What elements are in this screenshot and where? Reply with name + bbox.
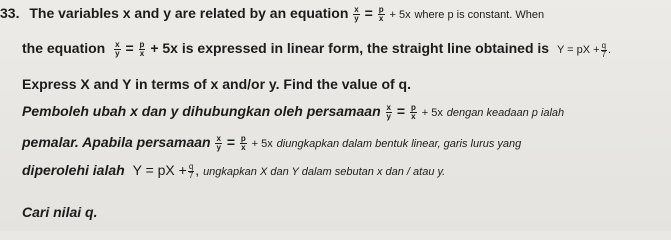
english-text-1a: The variables x and y are related by an equation: [29, 5, 349, 21]
equation-6: Y = pX + $\frac{q}{7}$ ,: [132, 161, 200, 180]
equation-1-equals: =: [364, 5, 373, 21]
english-text-2b: is expressed in linear form, the straight line obtained is: [181, 40, 550, 56]
equation-1-lhs-fraction: $\frac{x}{y}$: [354, 4, 359, 23]
malay-line-2: [22, 134, 521, 152]
malay-text-2a: pemalar. Apabila persamaan: [22, 134, 211, 150]
malay-text-1b: dengan keadaan p ialah: [446, 107, 565, 119]
equation-2-tail: + 5x: [150, 40, 178, 56]
english-line-1: [0, 5, 544, 23]
malay-text-4: Cari nilai q.: [22, 204, 98, 220]
equation-5-equals: =: [226, 134, 235, 150]
equation-2-equals: =: [125, 40, 134, 56]
english-text-3: Express X and Y in terms of x and/or y. Find the value of q.: [22, 76, 411, 92]
malay-line-1: [22, 103, 564, 121]
equation-1-tail: + 5x: [389, 9, 411, 21]
malay-line-4: [22, 204, 97, 220]
malay-line-3: [22, 162, 445, 180]
english-line-2: [22, 40, 611, 59]
equation-3: Y = pX + $\frac{q}{7}$ .: [556, 40, 612, 59]
equation-5-tail: + 5x: [251, 138, 273, 150]
question-number: 33.: [0, 5, 20, 21]
equation-4-tail: + 5x: [421, 107, 443, 119]
equation-1-rhs-fraction: $\frac{p}{x}$: [378, 4, 384, 23]
malay-text-2b: diungkapkan dalam bentuk linear, garis lurus yang: [276, 138, 522, 150]
equation-4-equals: =: [396, 103, 406, 119]
equation-4-rhs-fraction: $\frac{p}{x}$: [410, 102, 416, 121]
equation-5-rhs-fraction: $\frac{p}{x}$: [240, 133, 246, 152]
malay-text-3a: diperolehi ialah: [22, 162, 125, 178]
english-text-1b: where p is constant. When: [414, 9, 545, 21]
equation-2-rhs-fraction: $\frac{p}{x}$: [139, 39, 145, 58]
english-line-3: [22, 76, 411, 92]
english-text-2a: the equation: [22, 40, 106, 56]
equation-5-lhs-fraction: $\frac{x}{y}$: [216, 133, 221, 152]
malay-text-3b: ungkapkan X dan Y dalam sebutan x dan / atau y.: [203, 166, 446, 178]
malay-text-1a: Pemboleh ubah x dan y dihubungkan oleh persamaan: [22, 103, 381, 119]
equation-2-lhs-fraction: $\frac{x}{y}$: [115, 39, 120, 58]
equation-4-lhs-fraction: $\frac{x}{y}$: [386, 102, 391, 121]
